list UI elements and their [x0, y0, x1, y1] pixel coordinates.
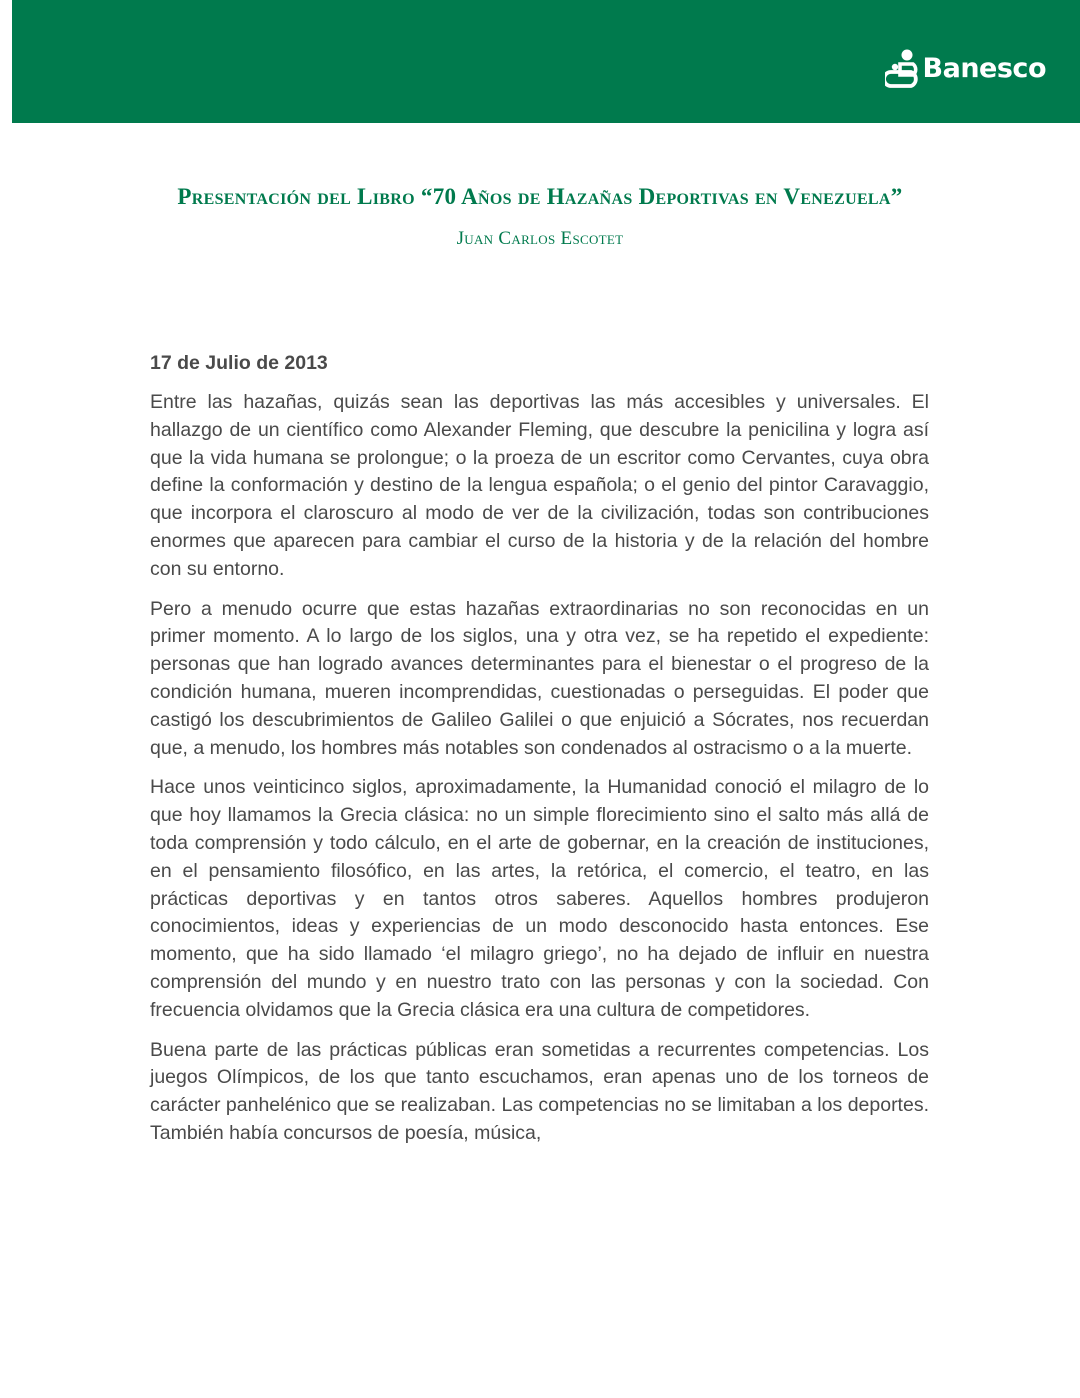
header-band: [12, 0, 1080, 123]
title-block: [150, 174, 930, 252]
banesco-people-logo-icon: [885, 48, 921, 88]
paragraph: Pero a menudo ocurre que estas hazañas extraordinarias no son reconocidas en un primer momento. A lo largo de los siglos, una y otra vez, se ha repetido el expediente: personas que han logrado avances determinantes para el bienestar o el progreso de la condición humana, mueren incomprendidas, cuestionadas o perseguidas. El poder que castigó los descubrimientos de Galileo Galilei o que enjuició a Sócrates, nos recuerdan que, a menudo, los hombres más notables son condenados al ostracismo o a la muerte.: [150, 597, 929, 759]
paragraph: Buena parte de las prácticas públicas eran sometidas a recurrentes competencias. Los juegos Olímpicos, de los que tanto escuchamos, eran apenas uno de los torneos de carácter panhelénico que se realizaban. Las competencias no se limitaban a los deportes. También había concursos de poesía, música,: [150, 1038, 929, 1144]
document-author: Juan Carlos Escotet: [456, 228, 624, 249]
paragraph: Hace unos veinticinco siglos, aproximadamente, la Humanidad conoció el milagro de lo que hoy llamamos la Grecia clásica: no un simple florecimiento sino el salto más allá de toda comprensión y todo cálculo, en el arte de gobernar, en la creación de instituciones, en el pensamiento filosófico, en las artes, la retórica, el comercio, el teatro, en las prácticas deportivas y en tantos otros saberes. Aquellos hombres produjeron conocimientos, ideas y experiencias de un modo desconocido hasta entonces. Ese momento, que ha sido llamado ‘el milagro griego’, no ha dejado de influir en nuestra comprensión del mundo y en nuestro trato con las personas y con la sociedad. Con frecuencia olvidamos que la Grecia clásica era una cultura de competidores.: [150, 776, 929, 1021]
document-date: 17 de Julio de 2013: [150, 352, 328, 374]
brand-logo: [885, 48, 1046, 88]
document-title: Presentación del Libro “70 Años de Hazañas Deportivas en Venezuela”: [177, 184, 903, 209]
document-body: [150, 349, 929, 1160]
paragraph: Entre las hazañas, quizás sean las deportivas las más accesibles y universales. El hallazgo de un científico como Alexander Fleming, que descubre la penicilina y logra así que la vida humana se prolongue; o la proeza de un escritor como Cervantes, cuya obra define la conformación y destino de la lengua española; o el genio del pintor Caravaggio, que incorpora el claroscuro al modo de ver de la civilización, todas son contribuciones enormes que aparecen para cambiar el curso de la historia y de la relación del hombre con su entorno.: [150, 391, 929, 580]
brand-name: Banesco: [922, 52, 1046, 84]
